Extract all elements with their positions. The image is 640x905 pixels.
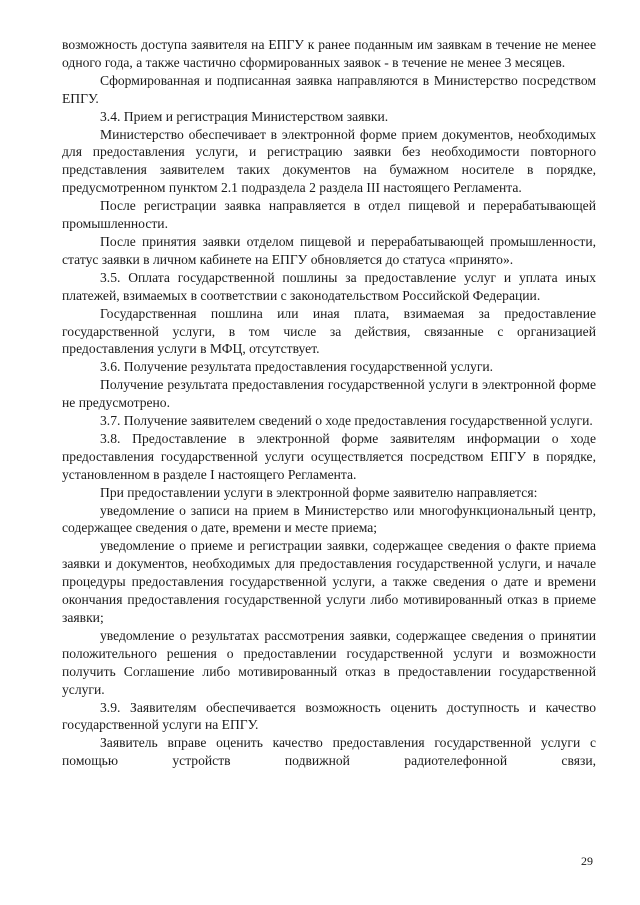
paragraph-section-3-5: 3.5. Оплата государственной пошлины за предоставление услуг и уплата иных платежей, взимаемых в соответствии с законодательством Российской Федерации.	[62, 269, 596, 303]
paragraph-after-registration: После регистрации заявка направляется в отдел пищевой и перерабатывающей промышленности.	[62, 198, 596, 232]
paragraph-notice-registration: уведомление о приеме и регистрации заявки, содержащее сведения о факте приема заявки и документов, необходимых для предоставления государственной услуги, и начале процедуры предоставления государственной услуги, а также сведения о дате и времени окончания предоставления государственной услуги либо мотивированный отказ в приеме заявки;	[62, 538, 596, 625]
paragraph-state-duty: Государственная пошлина или иная плата, взимаемая за предоставление государственной услуги, в том числе за действия, связанные с организацией предоставления услуги в МФЦ, отсутствует.	[62, 305, 596, 357]
paragraph-notifications-intro: При предоставлении услуги в электронной форме заявителю направляется:	[100, 484, 538, 500]
page-number: 29	[581, 854, 593, 868]
paragraph-access-continuation: возможность доступа заявителя на ЕПГУ к ранее поданным им заявкам в течение не менее одного года, а также частично сформированных заявок - в течение не менее 3 месяцев.	[62, 37, 596, 70]
paragraph-section-3-7: 3.7. Получение заявителем сведений о ходе предоставления государственной услуги.	[100, 413, 593, 429]
paragraph-submission: Сформированная и подписанная заявка направляются в Министерство посредством ЕПГУ.	[62, 72, 596, 106]
paragraph-notice-result: уведомление о результатах рассмотрения заявки, содержащее сведения о принятии положительного решения о предоставлении государственной услуги и возможности получить Соглашение либо мотивированный отказ в предоставлении государственной услуги.	[62, 627, 596, 697]
paragraph-notice-appointment: уведомление о записи на прием в Министерство или многофункциональный центр, содержащее сведения о дате, времени и месте приема;	[62, 502, 596, 536]
paragraph-result-electronic: Получение результата предоставления государственной услуги в электронной форме не предусмотрено.	[62, 377, 596, 411]
paragraph-status-update: После принятия заявки отделом пищевой и перерабатывающей промышленности, статус заявки в личном кабинете на ЕПГУ обновляется до статуса «принято».	[62, 233, 596, 267]
paragraph-section-3-9: 3.9. Заявителям обеспечивается возможность оценить доступность и качество государственной услуги на ЕПГУ.	[62, 699, 596, 733]
paragraph-section-3-6: 3.6. Получение результата предоставления государственной услуги.	[100, 359, 494, 375]
paragraph-ministry-acceptance: Министерство обеспечивает в электронной форме прием документов, необходимых для предоставления услуги, и регистрацию заявки без необходимости повторного представления заявителем таких документов на бумажном носителе в порядке, предусмотренном пунктом 2.1 подраздела 2 раздела III настоящего Регламента.	[62, 126, 596, 196]
paragraph-section-3-4: 3.4. Прием и регистрация Министерством заявки.	[100, 108, 389, 124]
paragraph-section-3-8: 3.8. Предоставление в электронной форме заявителям информации о ходе предоставления государственной услуги осуществляется посредством ЕПГУ в порядке, установленном в разделе I настоящего Регламента.	[62, 430, 596, 482]
document-body	[62, 36, 596, 770]
paragraph-quality-assessment: Заявитель вправе оценить качество предоставления государственной услуги с помощью устройств подвижной радиотелефонной связи,	[62, 735, 596, 769]
